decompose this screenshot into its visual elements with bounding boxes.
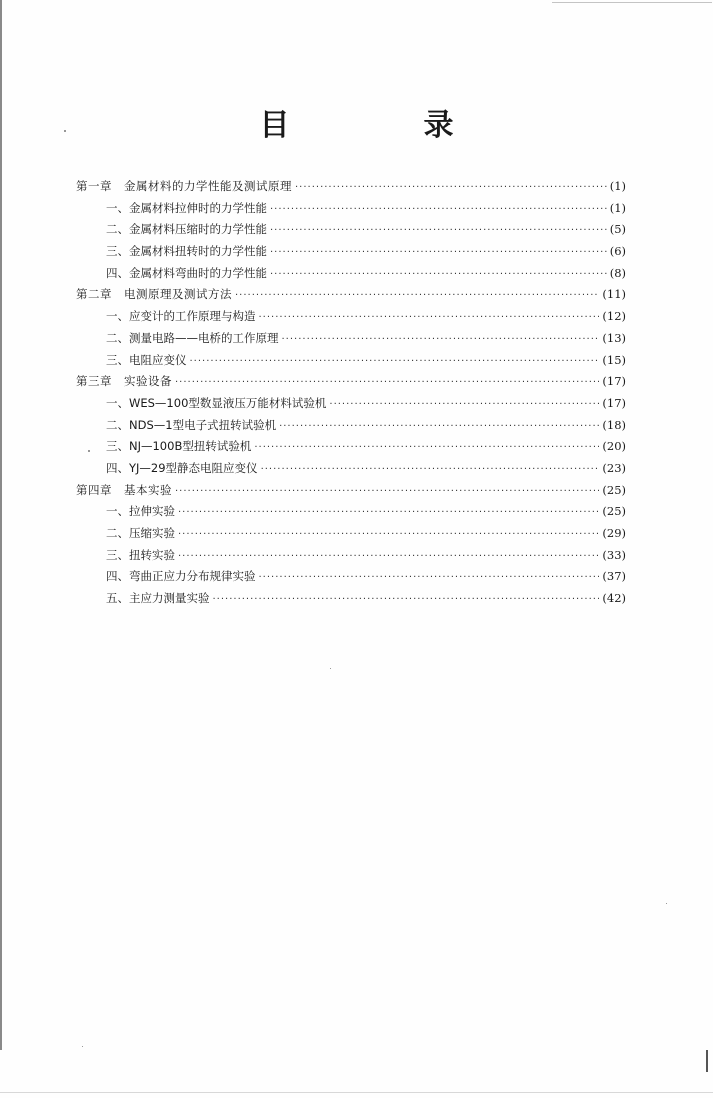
toc-chapter-entry[interactable] <box>76 284 626 306</box>
toc-dot-leader <box>254 437 599 459</box>
toc-dot-leader <box>295 177 607 199</box>
toc-entry-label: 二、NDS—1型电子式扭转试验机 <box>106 417 277 432</box>
toc-entry-label: 一、拉伸实验 <box>106 504 175 519</box>
toc-section-entry[interactable] <box>76 350 626 372</box>
toc-entry-label: 第四章 基本实验 <box>76 482 172 497</box>
toc-dot-leader <box>175 481 599 503</box>
toc-entry-label: 三、NJ—100B型扭转试验机 <box>106 439 252 454</box>
toc-page-number: (8) <box>609 265 626 280</box>
toc-section-entry[interactable] <box>76 523 626 545</box>
toc-entry-label: 第三章 实验设备 <box>76 374 172 389</box>
toc-dot-leader <box>270 242 607 264</box>
toc-page-number: (17) <box>602 374 626 389</box>
toc-entry-label: 四、YJ—29型静态电阻应变仪 <box>106 460 258 475</box>
scan-top-mark <box>552 2 712 3</box>
toc-section-entry[interactable] <box>76 241 626 263</box>
toc-dot-leader <box>213 589 600 611</box>
toc-section-entry[interactable] <box>76 566 626 588</box>
toc-section-entry[interactable] <box>76 306 626 328</box>
toc-entry-label: 一、应变计的工作原理与构造 <box>106 309 256 324</box>
scan-speck <box>330 668 331 669</box>
toc-entry-label: 三、金属材料扭转时的力学性能 <box>106 244 267 259</box>
toc-page-number: (20) <box>602 439 626 454</box>
toc-dot-leader <box>329 394 599 416</box>
scan-bottom-mark <box>0 1092 713 1093</box>
toc-section-entry[interactable] <box>76 501 626 523</box>
toc-page-number: (42) <box>602 591 626 606</box>
toc-page-number: (15) <box>602 352 626 367</box>
toc-page-number: (18) <box>602 417 626 432</box>
toc-section-entry[interactable] <box>76 436 626 458</box>
toc-entry-label: 第一章 金属材料的力学性能及测试原理 <box>76 179 292 193</box>
toc-dot-leader <box>270 264 607 286</box>
toc-dot-leader <box>190 351 600 373</box>
toc-dot-leader <box>178 524 599 546</box>
toc-page-number: (1) <box>609 200 626 215</box>
toc-section-entry[interactable] <box>76 545 626 567</box>
toc-entry-label: 一、金属材料拉伸时的力学性能 <box>106 200 267 215</box>
toc-entry-label: 第二章 电测原理及测试方法 <box>76 287 232 302</box>
toc-chapter-entry[interactable] <box>76 480 626 502</box>
toc-dot-leader <box>270 199 607 221</box>
scan-right-mark <box>706 1050 708 1072</box>
toc-entry-label: 五、主应力测量实验 <box>106 591 210 606</box>
toc-dot-leader <box>261 459 600 481</box>
toc-entry-label: 三、扭转实验 <box>106 547 175 562</box>
toc-section-entry[interactable] <box>76 219 626 241</box>
toc-section-entry[interactable] <box>76 263 626 285</box>
page-title: 目 录 <box>259 108 506 143</box>
toc-page-number: (6) <box>609 244 626 259</box>
toc-section-entry[interactable] <box>76 458 626 480</box>
toc-entry-label: 二、压缩实验 <box>106 526 175 540</box>
scan-speck <box>666 903 667 904</box>
toc-page-number: (12) <box>602 309 626 324</box>
toc-entry-label: 四、弯曲正应力分布规律实验 <box>106 569 256 584</box>
toc-entry-label: 二、金属材料压缩时的力学性能 <box>106 222 267 237</box>
toc-chapter-entry[interactable] <box>76 371 626 393</box>
toc-entry-label: 三、电阻应变仪 <box>106 352 187 367</box>
toc-page-number: (25) <box>602 504 626 519</box>
toc-section-entry[interactable] <box>76 415 626 437</box>
toc-dot-leader <box>178 502 599 524</box>
toc-page-number: (13) <box>602 330 626 345</box>
scan-left-edge <box>0 0 2 1050</box>
toc-page-number: (1) <box>609 179 626 193</box>
toc-page-number: (29) <box>602 526 626 540</box>
toc-page-number: (17) <box>602 395 626 410</box>
toc-page-number: (37) <box>602 569 626 584</box>
toc-dot-leader <box>270 220 607 242</box>
toc-page-number: (33) <box>602 547 626 562</box>
toc-entry-label: 四、金属材料弯曲时的力学性能 <box>106 265 267 280</box>
toc-section-entry[interactable] <box>76 393 626 415</box>
toc-section-entry[interactable] <box>76 198 626 220</box>
toc-dot-leader <box>279 416 599 438</box>
toc-section-entry[interactable] <box>76 588 626 610</box>
toc-dot-leader <box>282 329 600 351</box>
toc-chapter-entry[interactable] <box>76 176 626 198</box>
toc-page-number: (25) <box>602 482 626 497</box>
toc-dot-leader <box>175 372 599 394</box>
table-of-contents <box>76 176 626 610</box>
scan-speck <box>82 1046 83 1047</box>
toc-dot-leader <box>235 285 599 307</box>
toc-section-entry[interactable] <box>76 328 626 350</box>
toc-dot-leader <box>259 307 600 329</box>
toc-dot-leader <box>178 546 599 568</box>
toc-dot-leader <box>259 567 600 589</box>
toc-page-number: (11) <box>602 287 626 302</box>
toc-page-number: (5) <box>609 222 626 237</box>
toc-entry-label: 二、测量电路——电桥的工作原理 <box>106 330 279 345</box>
toc-entry-label: 一、WES—100型数显液压万能材料试验机 <box>106 395 327 410</box>
toc-page-number: (23) <box>602 460 626 475</box>
